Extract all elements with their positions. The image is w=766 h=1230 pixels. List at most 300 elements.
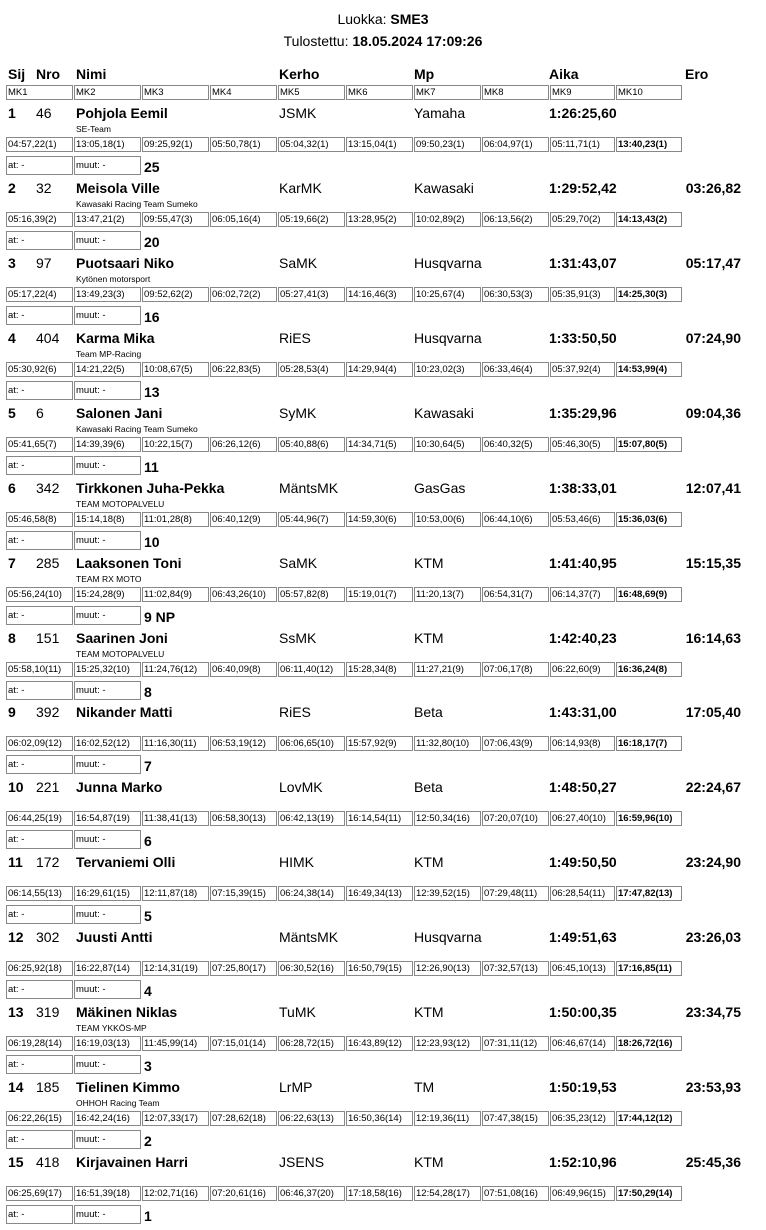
team-name: OHHOH Racing Team bbox=[76, 1098, 160, 1108]
lap-time-mk5: 06:06,65(10) bbox=[278, 736, 345, 751]
rider-number: 221 bbox=[36, 779, 60, 795]
lap-time-mk4: 06:40,12(9) bbox=[210, 512, 277, 527]
motorcycle: Husqvarna bbox=[414, 330, 482, 346]
at-field: at: - bbox=[6, 456, 73, 475]
lap-time-mk8: 06:33,46(4) bbox=[482, 362, 549, 377]
lap-time-mk4: 06:53,19(12) bbox=[210, 736, 277, 751]
lap-header-3: MK3 bbox=[142, 85, 209, 100]
club: JSMK bbox=[279, 105, 317, 121]
lap-time-mk8: 07:47,38(15) bbox=[482, 1111, 549, 1126]
class-label: Luokka: bbox=[337, 11, 387, 27]
position: 4 bbox=[8, 330, 16, 346]
rider-name: Kirjavainen Harri bbox=[76, 1154, 189, 1170]
lap-time-mk8: 07:06,43(9) bbox=[482, 736, 549, 751]
at-field: at: - bbox=[6, 681, 73, 700]
lap-time-mk9: 05:37,92(4) bbox=[550, 362, 615, 377]
lap-time-mk4: 07:15,39(15) bbox=[210, 886, 277, 901]
lap-time-mk5: 06:11,40(12) bbox=[278, 662, 345, 677]
team-name: Team MP-Racing bbox=[76, 349, 142, 359]
club: HIMK bbox=[279, 854, 314, 870]
rider-name: Pohjola Eemil bbox=[76, 105, 168, 121]
lap-time-mk1: 05:56,24(10) bbox=[6, 587, 73, 602]
position: 5 bbox=[8, 405, 16, 421]
lap-time-mk8: 07:31,11(12) bbox=[482, 1036, 549, 1051]
at-field: at: - bbox=[6, 156, 73, 175]
club: RiES bbox=[279, 704, 311, 720]
muut-field: muut: - bbox=[74, 905, 141, 924]
lap-time-mk9: 05:11,71(1) bbox=[550, 137, 615, 152]
motorcycle: Kawasaki bbox=[414, 405, 474, 421]
rider-name: Puotsaari Niko bbox=[76, 255, 175, 271]
lap-time-mk10: 17:16,85(11) bbox=[616, 961, 682, 976]
rider-name: Saarinen Joni bbox=[76, 630, 168, 646]
points: 8 bbox=[144, 684, 152, 700]
rider-name: Tielinen Kimmo bbox=[76, 1079, 180, 1095]
rider-number: 302 bbox=[36, 929, 60, 945]
position: 12 bbox=[8, 929, 24, 945]
lap-header-9: MK9 bbox=[550, 85, 615, 100]
muut-field: muut: - bbox=[74, 381, 141, 400]
position: 8 bbox=[8, 630, 16, 646]
club: LrMP bbox=[279, 1079, 313, 1095]
lap-time-mk6: 16:50,36(14) bbox=[346, 1111, 413, 1126]
lap-time-mk8: 07:51,08(16) bbox=[482, 1186, 549, 1201]
gap-to-leader: 25:45,36 bbox=[685, 1154, 741, 1170]
gap-to-leader: 23:26,03 bbox=[685, 929, 741, 945]
rider-number: 151 bbox=[36, 630, 60, 646]
club: RiES bbox=[279, 330, 311, 346]
rider-number: 392 bbox=[36, 704, 60, 720]
lap-time-mk1: 04:57,22(1) bbox=[6, 137, 73, 152]
lap-time-mk9: 05:29,70(2) bbox=[550, 212, 615, 227]
lap-time-mk7: 10:25,67(4) bbox=[414, 287, 481, 302]
lap-time-mk5: 06:30,52(16) bbox=[278, 961, 345, 976]
lap-time-mk8: 07:32,57(13) bbox=[482, 961, 549, 976]
rider-number: 404 bbox=[36, 330, 60, 346]
lap-time-mk6: 16:14,54(11) bbox=[346, 811, 413, 826]
lap-time-mk3: 10:22,15(7) bbox=[142, 437, 209, 452]
lap-time-mk9: 06:22,60(9) bbox=[550, 662, 615, 677]
lap-time-mk7: 12:39,52(15) bbox=[414, 886, 481, 901]
lap-time-mk9: 06:35,23(12) bbox=[550, 1111, 615, 1126]
lap-time-mk9: 05:46,30(5) bbox=[550, 437, 615, 452]
rider-name: Tervaniemi Olli bbox=[76, 854, 176, 870]
motorcycle: Yamaha bbox=[414, 105, 466, 121]
lap-time-mk2: 16:02,52(12) bbox=[74, 736, 141, 751]
lap-time-mk1: 06:22,26(15) bbox=[6, 1111, 73, 1126]
lap-time-mk10: 14:25,30(3) bbox=[616, 287, 682, 302]
lap-time-mk3: 09:55,47(3) bbox=[142, 212, 209, 227]
lap-header-10: MK10 bbox=[616, 85, 682, 100]
total-time: 1:29:52,42 bbox=[549, 180, 617, 196]
points: 16 bbox=[144, 309, 160, 325]
rider-name: Junna Marko bbox=[76, 779, 163, 795]
motorcycle: TM bbox=[414, 1079, 435, 1095]
lap-time-mk1: 06:02,09(12) bbox=[6, 736, 73, 751]
lap-time-mk7: 12:23,93(12) bbox=[414, 1036, 481, 1051]
at-field: at: - bbox=[6, 1205, 73, 1224]
lap-time-mk7: 11:32,80(10) bbox=[414, 736, 481, 751]
team-name: Kytönen motorsport bbox=[76, 274, 151, 284]
lap-time-mk4: 07:28,62(18) bbox=[210, 1111, 277, 1126]
rider-number: 97 bbox=[36, 255, 52, 271]
rider-number: 6 bbox=[36, 405, 44, 421]
lap-time-mk2: 16:29,61(15) bbox=[74, 886, 141, 901]
lap-time-mk10: 15:36,03(6) bbox=[616, 512, 682, 527]
team-name: TEAM MOTOPALVELU bbox=[76, 649, 165, 659]
gap-to-leader: 07:24,90 bbox=[685, 330, 741, 346]
lap-time-mk7: 10:02,89(2) bbox=[414, 212, 481, 227]
lap-time-mk3: 11:01,28(8) bbox=[142, 512, 209, 527]
total-time: 1:50:00,35 bbox=[549, 1004, 617, 1020]
lap-time-mk3: 11:02,84(9) bbox=[142, 587, 209, 602]
points: 6 bbox=[144, 833, 152, 849]
lap-time-mk10: 17:44,12(12) bbox=[616, 1111, 682, 1126]
lap-time-mk6: 14:29,94(4) bbox=[346, 362, 413, 377]
position: 15 bbox=[8, 1154, 24, 1170]
lap-time-mk10: 14:53,99(4) bbox=[616, 362, 682, 377]
muut-field: muut: - bbox=[74, 681, 141, 700]
lap-time-mk10: 16:48,69(9) bbox=[616, 587, 682, 602]
motorcycle: Kawasaki bbox=[414, 180, 474, 196]
gap-to-leader: 16:14,63 bbox=[685, 630, 741, 646]
lap-time-mk7: 10:23,02(3) bbox=[414, 362, 481, 377]
lap-time-mk8: 06:04,97(1) bbox=[482, 137, 549, 152]
gap-to-leader: 12:07,41 bbox=[685, 480, 741, 496]
position: 9 bbox=[8, 704, 16, 720]
at-field: at: - bbox=[6, 830, 73, 849]
lap-time-mk5: 05:27,41(3) bbox=[278, 287, 345, 302]
team-name: Kawasaki Racing Team Sumeko bbox=[76, 199, 198, 209]
lap-time-mk2: 14:39,39(6) bbox=[74, 437, 141, 452]
lap-time-mk6: 16:49,34(13) bbox=[346, 886, 413, 901]
lap-time-mk6: 16:43,89(12) bbox=[346, 1036, 413, 1051]
gap-to-leader: 09:04,36 bbox=[685, 405, 741, 421]
col-nro: Nro bbox=[36, 66, 61, 82]
position: 7 bbox=[8, 555, 16, 571]
team-name: TEAM YKKÖS-MP bbox=[76, 1023, 147, 1033]
lap-time-mk2: 16:19,03(13) bbox=[74, 1036, 141, 1051]
lap-time-mk1: 05:46,58(8) bbox=[6, 512, 73, 527]
at-field: at: - bbox=[6, 306, 73, 325]
rider-number: 46 bbox=[36, 105, 52, 121]
lap-time-mk3: 12:11,87(18) bbox=[142, 886, 209, 901]
points: 13 bbox=[144, 384, 160, 400]
lap-time-mk3: 11:45,99(14) bbox=[142, 1036, 209, 1051]
lap-time-mk10: 16:36,24(8) bbox=[616, 662, 682, 677]
lap-time-mk10: 17:50,29(14) bbox=[616, 1186, 682, 1201]
motorcycle: KTM bbox=[414, 1154, 444, 1170]
lap-time-mk3: 09:52,62(2) bbox=[142, 287, 209, 302]
gap-to-leader: 15:15,35 bbox=[685, 555, 741, 571]
lap-time-mk5: 06:24,38(14) bbox=[278, 886, 345, 901]
team-name: TEAM RX MOTO bbox=[76, 574, 142, 584]
points: 3 bbox=[144, 1058, 152, 1074]
lap-time-mk7: 12:50,34(16) bbox=[414, 811, 481, 826]
lap-time-mk5: 06:42,13(19) bbox=[278, 811, 345, 826]
lap-time-mk5: 05:57,82(8) bbox=[278, 587, 345, 602]
lap-time-mk9: 06:27,40(10) bbox=[550, 811, 615, 826]
at-field: at: - bbox=[6, 1130, 73, 1149]
lap-time-mk7: 11:20,13(7) bbox=[414, 587, 481, 602]
lap-time-mk4: 06:26,12(6) bbox=[210, 437, 277, 452]
points: 9 NP bbox=[144, 609, 176, 625]
lap-header-6: MK6 bbox=[346, 85, 413, 100]
points: 10 bbox=[144, 534, 160, 550]
rider-number: 172 bbox=[36, 854, 60, 870]
lap-time-mk9: 05:35,91(3) bbox=[550, 287, 615, 302]
lap-time-mk9: 06:46,67(14) bbox=[550, 1036, 615, 1051]
muut-field: muut: - bbox=[74, 231, 141, 250]
total-time: 1:38:33,01 bbox=[549, 480, 617, 496]
lap-time-mk1: 05:58,10(11) bbox=[6, 662, 73, 677]
lap-time-mk10: 18:26,72(16) bbox=[616, 1036, 682, 1051]
lap-time-mk2: 16:42,24(16) bbox=[74, 1111, 141, 1126]
lap-time-mk3: 09:25,92(1) bbox=[142, 137, 209, 152]
club: SaMK bbox=[279, 555, 318, 571]
lap-time-mk5: 06:28,72(15) bbox=[278, 1036, 345, 1051]
lap-time-mk10: 16:59,96(10) bbox=[616, 811, 682, 826]
lap-time-mk3: 12:14,31(19) bbox=[142, 961, 209, 976]
club: MäntsMK bbox=[279, 929, 339, 945]
total-time: 1:33:50,50 bbox=[549, 330, 617, 346]
lap-header-1: MK1 bbox=[6, 85, 73, 100]
points: 2 bbox=[144, 1133, 152, 1149]
points: 20 bbox=[144, 234, 160, 250]
at-field: at: - bbox=[6, 606, 73, 625]
lap-time-mk5: 06:22,63(13) bbox=[278, 1111, 345, 1126]
rider-name: Karma Mika bbox=[76, 330, 155, 346]
muut-field: muut: - bbox=[74, 606, 141, 625]
col-sij: Sij bbox=[8, 66, 26, 82]
gap-to-leader: 23:34,75 bbox=[685, 1004, 741, 1020]
rider-name: Salonen Jani bbox=[76, 405, 163, 421]
club: TuMK bbox=[279, 1004, 316, 1020]
rider-name: Tirkkonen Juha-Pekka bbox=[76, 480, 225, 496]
position: 6 bbox=[8, 480, 16, 496]
col-mp: Mp bbox=[414, 66, 435, 82]
at-field: at: - bbox=[6, 755, 73, 774]
lap-time-mk6: 14:59,30(6) bbox=[346, 512, 413, 527]
lap-time-mk10: 16:18,17(7) bbox=[616, 736, 682, 751]
lap-time-mk7: 12:54,28(17) bbox=[414, 1186, 481, 1201]
lap-time-mk4: 06:22,83(5) bbox=[210, 362, 277, 377]
rider-name: Nikander Matti bbox=[76, 704, 173, 720]
lap-time-mk1: 05:17,22(4) bbox=[6, 287, 73, 302]
points: 5 bbox=[144, 908, 152, 924]
lap-header-5: MK5 bbox=[278, 85, 345, 100]
lap-time-mk3: 12:07,33(17) bbox=[142, 1111, 209, 1126]
lap-time-mk8: 06:40,32(5) bbox=[482, 437, 549, 452]
lap-time-mk6: 16:50,79(15) bbox=[346, 961, 413, 976]
lap-time-mk6: 15:28,34(8) bbox=[346, 662, 413, 677]
lap-time-mk5: 05:44,96(7) bbox=[278, 512, 345, 527]
total-time: 1:43:31,00 bbox=[549, 704, 617, 720]
lap-time-mk4: 06:02,72(2) bbox=[210, 287, 277, 302]
lap-time-mk3: 11:24,76(12) bbox=[142, 662, 209, 677]
club: SyMK bbox=[279, 405, 317, 421]
lap-time-mk1: 06:44,25(19) bbox=[6, 811, 73, 826]
lap-time-mk1: 06:25,92(18) bbox=[6, 961, 73, 976]
lap-time-mk10: 15:07,80(5) bbox=[616, 437, 682, 452]
lap-time-mk6: 14:34,71(5) bbox=[346, 437, 413, 452]
class-value: SME3 bbox=[390, 11, 429, 27]
points: 25 bbox=[144, 159, 160, 175]
lap-time-mk4: 06:40,09(8) bbox=[210, 662, 277, 677]
lap-time-mk2: 16:22,87(14) bbox=[74, 961, 141, 976]
printed-line bbox=[0, 33, 766, 49]
lap-time-mk7: 11:27,21(9) bbox=[414, 662, 481, 677]
rider-number: 319 bbox=[36, 1004, 60, 1020]
total-time: 1:48:50,27 bbox=[549, 779, 617, 795]
lap-time-mk2: 16:54,87(19) bbox=[74, 811, 141, 826]
col-ero: Ero bbox=[685, 66, 709, 82]
total-time: 1:49:50,50 bbox=[549, 854, 617, 870]
lap-time-mk2: 13:49,23(3) bbox=[74, 287, 141, 302]
lap-time-mk7: 12:19,36(11) bbox=[414, 1111, 481, 1126]
points: 11 bbox=[144, 459, 159, 475]
lap-time-mk5: 06:46,37(20) bbox=[278, 1186, 345, 1201]
lap-time-mk3: 11:38,41(13) bbox=[142, 811, 209, 826]
points: 4 bbox=[144, 983, 152, 999]
motorcycle: KTM bbox=[414, 630, 444, 646]
at-field: at: - bbox=[6, 531, 73, 550]
lap-time-mk4: 07:15,01(14) bbox=[210, 1036, 277, 1051]
lap-time-mk6: 13:28,95(2) bbox=[346, 212, 413, 227]
lap-time-mk9: 06:28,54(11) bbox=[550, 886, 615, 901]
lap-header-4: MK4 bbox=[210, 85, 277, 100]
motorcycle: KTM bbox=[414, 555, 444, 571]
club: MäntsMK bbox=[279, 480, 339, 496]
lap-time-mk5: 05:28,53(4) bbox=[278, 362, 345, 377]
lap-time-mk8: 07:06,17(8) bbox=[482, 662, 549, 677]
lap-time-mk6: 15:19,01(7) bbox=[346, 587, 413, 602]
lap-time-mk8: 06:13,56(2) bbox=[482, 212, 549, 227]
lap-time-mk2: 15:25,32(10) bbox=[74, 662, 141, 677]
club: KarMK bbox=[279, 180, 322, 196]
muut-field: muut: - bbox=[74, 456, 141, 475]
lap-time-mk2: 13:05,18(1) bbox=[74, 137, 141, 152]
muut-field: muut: - bbox=[74, 980, 141, 999]
team-name: Kawasaki Racing Team Sumeko bbox=[76, 424, 198, 434]
lap-time-mk10: 13:40,23(1) bbox=[616, 137, 682, 152]
points: 7 bbox=[144, 758, 152, 774]
lap-time-mk6: 15:57,92(9) bbox=[346, 736, 413, 751]
motorcycle: Husqvarna bbox=[414, 929, 482, 945]
class-line bbox=[0, 11, 766, 27]
total-time: 1:52:10,96 bbox=[549, 1154, 617, 1170]
lap-time-mk8: 06:30,53(3) bbox=[482, 287, 549, 302]
lap-time-mk5: 05:19,66(2) bbox=[278, 212, 345, 227]
lap-time-mk9: 06:45,10(13) bbox=[550, 961, 615, 976]
lap-time-mk5: 05:40,88(6) bbox=[278, 437, 345, 452]
club: JSENS bbox=[279, 1154, 325, 1170]
lap-time-mk1: 05:16,39(2) bbox=[6, 212, 73, 227]
lap-time-mk4: 07:20,61(16) bbox=[210, 1186, 277, 1201]
club: SsMK bbox=[279, 630, 317, 646]
gap-to-leader: 17:05,40 bbox=[685, 704, 741, 720]
at-field: at: - bbox=[6, 231, 73, 250]
lap-time-mk4: 06:58,30(13) bbox=[210, 811, 277, 826]
motorcycle: GasGas bbox=[414, 480, 466, 496]
lap-time-mk4: 07:25,80(17) bbox=[210, 961, 277, 976]
lap-time-mk3: 12:02,71(16) bbox=[142, 1186, 209, 1201]
lap-time-mk7: 10:53,00(6) bbox=[414, 512, 481, 527]
lap-time-mk1: 05:41,65(7) bbox=[6, 437, 73, 452]
points: 1 bbox=[144, 1208, 152, 1224]
lap-time-mk7: 10:30,64(5) bbox=[414, 437, 481, 452]
lap-time-mk8: 07:29,48(11) bbox=[482, 886, 549, 901]
col-nimi: Nimi bbox=[76, 66, 107, 82]
rider-name: Juusti Antti bbox=[76, 929, 153, 945]
muut-field: muut: - bbox=[74, 830, 141, 849]
rider-name: Meisola Ville bbox=[76, 180, 160, 196]
lap-time-mk10: 17:47,82(13) bbox=[616, 886, 682, 901]
rider-number: 418 bbox=[36, 1154, 60, 1170]
muut-field: muut: - bbox=[74, 531, 141, 550]
rider-number: 342 bbox=[36, 480, 60, 496]
lap-time-mk7: 09:50,23(1) bbox=[414, 137, 481, 152]
lap-time-mk4: 06:05,16(4) bbox=[210, 212, 277, 227]
col-kerho: Kerho bbox=[279, 66, 320, 82]
position: 13 bbox=[8, 1004, 24, 1020]
lap-header-8: MK8 bbox=[482, 85, 549, 100]
lap-time-mk6: 13:15,04(1) bbox=[346, 137, 413, 152]
muut-field: muut: - bbox=[74, 1205, 141, 1224]
lap-time-mk7: 12:26,90(13) bbox=[414, 961, 481, 976]
position: 10 bbox=[8, 779, 24, 795]
rider-number: 32 bbox=[36, 180, 52, 196]
printed-value: 18.05.2024 17:09:26 bbox=[352, 33, 483, 49]
club: SaMK bbox=[279, 255, 318, 271]
lap-time-mk8: 06:54,31(7) bbox=[482, 587, 549, 602]
lap-time-mk1: 06:25,69(17) bbox=[6, 1186, 73, 1201]
lap-time-mk1: 06:19,28(14) bbox=[6, 1036, 73, 1051]
total-time: 1:35:29,96 bbox=[549, 405, 617, 421]
total-time: 1:26:25,60 bbox=[549, 105, 617, 121]
lap-header-7: MK7 bbox=[414, 85, 481, 100]
lap-time-mk10: 14:13,43(2) bbox=[616, 212, 682, 227]
lap-time-mk9: 06:14,93(8) bbox=[550, 736, 615, 751]
motorcycle: Beta bbox=[414, 704, 443, 720]
at-field: at: - bbox=[6, 905, 73, 924]
gap-to-leader: 03:26,82 bbox=[685, 180, 741, 196]
motorcycle: Husqvarna bbox=[414, 255, 482, 271]
motorcycle: Beta bbox=[414, 779, 443, 795]
muut-field: muut: - bbox=[74, 1055, 141, 1074]
at-field: at: - bbox=[6, 1055, 73, 1074]
lap-time-mk5: 05:04,32(1) bbox=[278, 137, 345, 152]
lap-time-mk2: 15:24,28(9) bbox=[74, 587, 141, 602]
lap-time-mk8: 07:20,07(10) bbox=[482, 811, 549, 826]
lap-time-mk2: 15:14,18(8) bbox=[74, 512, 141, 527]
rider-name: Laaksonen Toni bbox=[76, 555, 182, 571]
gap-to-leader: 22:24,67 bbox=[685, 779, 741, 795]
total-time: 1:41:40,95 bbox=[549, 555, 617, 571]
gap-to-leader: 05:17,47 bbox=[685, 255, 741, 271]
team-name: TEAM MOTOPALVELU bbox=[76, 499, 165, 509]
position: 11 bbox=[8, 854, 23, 870]
lap-time-mk2: 13:47,21(2) bbox=[74, 212, 141, 227]
lap-time-mk6: 14:16,46(3) bbox=[346, 287, 413, 302]
lap-header-2: MK2 bbox=[74, 85, 141, 100]
total-time: 1:42:40,23 bbox=[549, 630, 617, 646]
muut-field: muut: - bbox=[74, 755, 141, 774]
team-name: SE-Team bbox=[76, 124, 111, 134]
gap-to-leader: 23:24,90 bbox=[685, 854, 741, 870]
at-field: at: - bbox=[6, 381, 73, 400]
motorcycle: KTM bbox=[414, 1004, 444, 1020]
